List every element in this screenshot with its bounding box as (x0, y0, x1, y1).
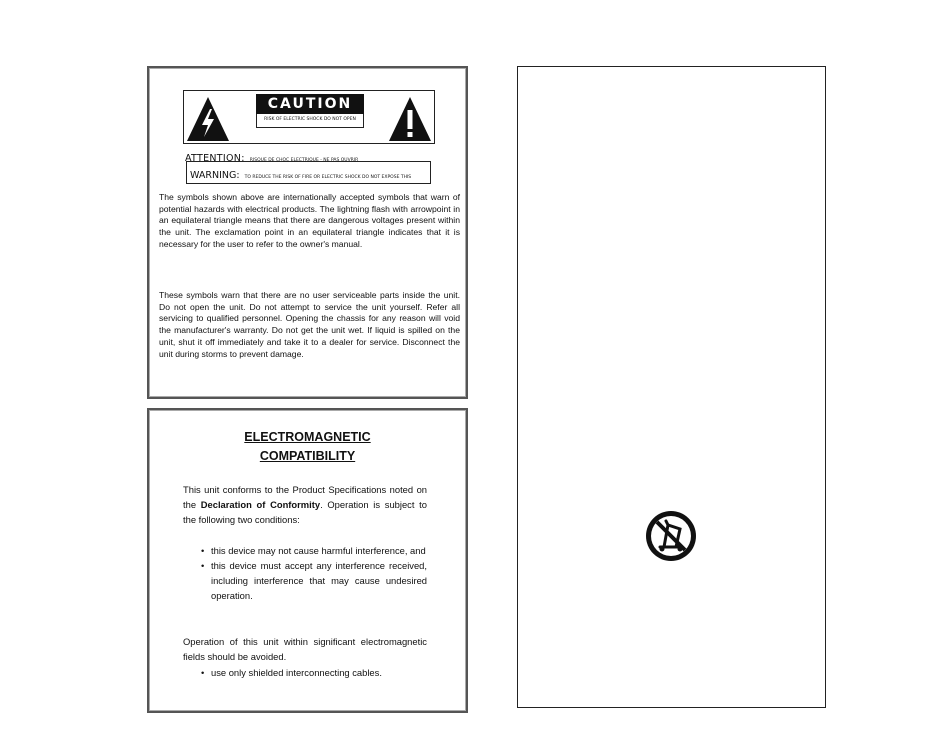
safety-panel (517, 66, 826, 708)
emc-panel (147, 408, 468, 713)
emc-title-line-2: COMPATIBILITY (259, 449, 356, 463)
caution-box (256, 94, 364, 128)
attention-label: ATTENTION: (185, 153, 245, 164)
warning-text: TO REDUCE THE RISK OF FIRE OR ELECTRIC SHOCK DO NOT EXPOSE THIS (244, 175, 412, 180)
symbols-explanation-paragraph: The symbols shown above are internationally accepted symbols that warn of potential hazards with electrical products. The lightning flash with arrowpoint in an equilateral triangle means that there are dangerous voltages present within the unit. The exclamation point in an equilateral triangle indicates that it is necessary for the user to refer to the owner's manual. (159, 192, 460, 249)
cart-tip-over-warning-icon (644, 509, 698, 563)
caution-subtitle: RISK OF ELECTRIC SHOCK DO NOT OPEN (256, 114, 364, 128)
recommendations-list (201, 665, 427, 680)
caution-title: CAUTION (256, 94, 364, 114)
list-item: • this device may not cause harmful interference, and (201, 543, 427, 558)
lightning-warning-icon (186, 95, 230, 143)
declaration-of-conformity: Declaration of Conformity (200, 499, 321, 510)
service-warning-paragraph: These symbols warn that there are no user serviceable parts inside the unit. Do not open the unit. Do not attempt to service the unit yourself. Refer all servicing to qualified personnel. Opening the chassis for any reason will void the manufacturer's warranty. Do not get the unit wet. If liquid is spilled on the unit, shut it off immediately and take it to a dealer for service. Disconnect the unit during storms to prevent damage. (159, 290, 460, 359)
emc-title-line-1: ELECTROMAGNETIC (244, 430, 371, 444)
attention-text: RISQUE DE CHOC ELECTRIQUE - NE PAS OUVRIR (249, 158, 359, 163)
caution-panel (147, 66, 468, 399)
list-item: • use only shielded interconnecting cables. (201, 665, 427, 680)
warning-box (186, 161, 431, 184)
emc-intro-text-2: . Operation is subject to the following two conditions: (183, 499, 427, 525)
warning-label: WARNING: (190, 170, 240, 181)
list-item: • this device must accept any interference received, including interference that may cause undesired operation. (201, 558, 427, 603)
emc-intro-paragraph (183, 482, 427, 527)
caution-label (183, 90, 435, 144)
exclamation-warning-icon (388, 95, 432, 143)
emc-intro-text-1: This unit conforms to the Product Specifications noted on the (183, 484, 427, 510)
emc-fields-paragraph: Operation of this unit within significant electromagnetic fields should be avoided. (183, 636, 427, 662)
conditions-list (201, 543, 427, 603)
